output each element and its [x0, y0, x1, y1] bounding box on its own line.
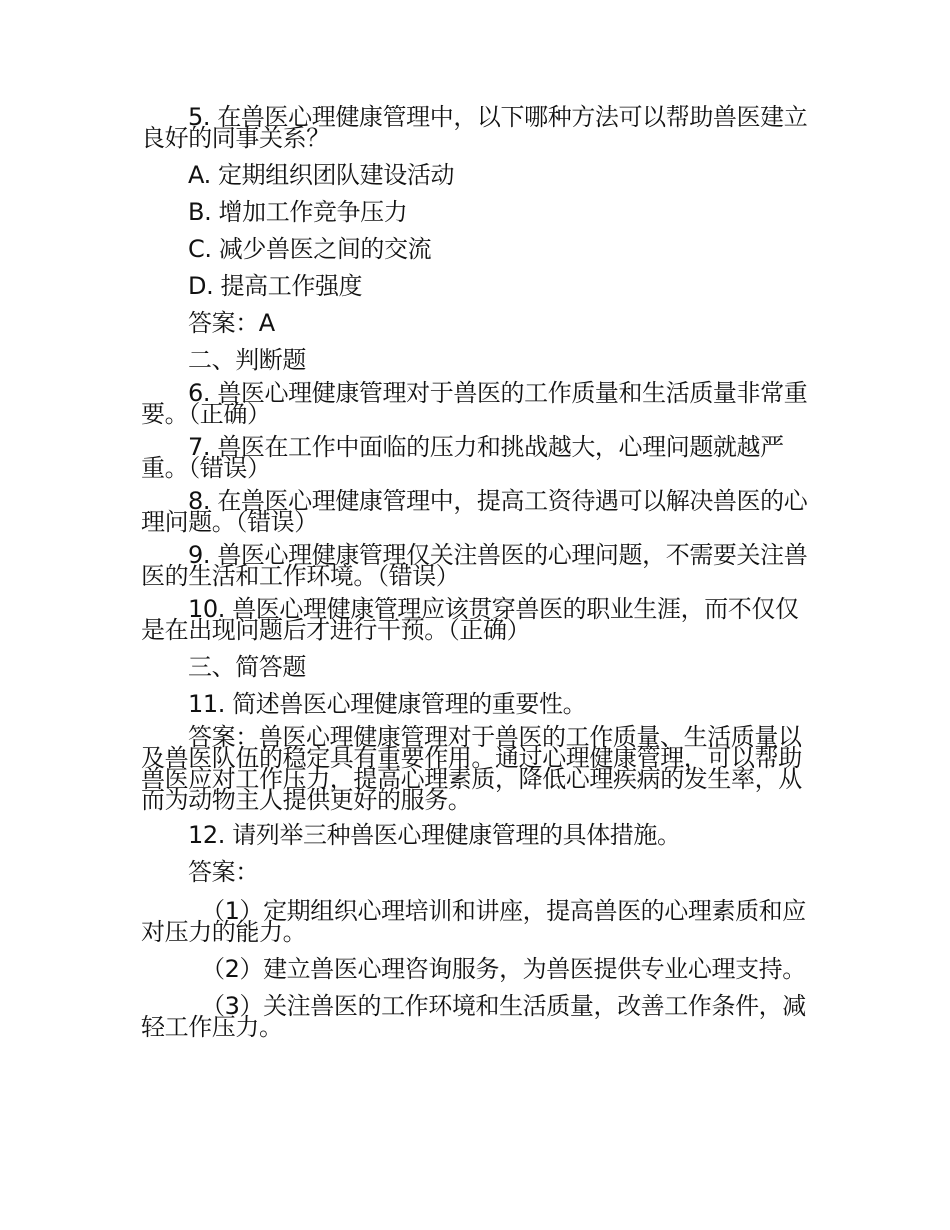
option-c: C. 减少兽医之间的交流: [188, 235, 432, 263]
answer-12-item-3: （3）关注兽医的工作环境和生活质量，改善工作条件，减轻工作压力。: [141, 992, 806, 1041]
option-a: A. 定期组织团队建设活动: [188, 161, 455, 189]
question-8: 8. 在兽医心理健康管理中，提高工资待遇可以解决兽医的心理问题。（错误）: [141, 487, 808, 536]
document-body: [141, 103, 813, 1044]
option-b: B. 增加工作竞争压力: [188, 198, 408, 226]
question-5: 5. 在兽医心理健康管理中，以下哪种方法可以帮助兽医建立良好的同事关系？: [141, 103, 808, 152]
answer-5: 答案：A: [188, 309, 275, 337]
answer-11: 答案：兽医心理健康管理对于兽医的工作质量、生活质量以及兽医队伍的稳定具有重要作用。通过心理健康管理，可以帮助兽医应对工作压力，提高心理素质，降低心理疾病的发生率，从而为动物主人提供更好的服务。: [141, 723, 802, 814]
option-d: D. 提高工作强度: [188, 272, 363, 300]
question-12: 12. 请列举三种兽医心理健康管理的具体措施。: [188, 821, 681, 849]
section-heading-judgement: 二、判断题: [188, 346, 306, 374]
question-6: 6. 兽医心理健康管理对于兽医的工作质量和生活质量非常重要。（正确）: [141, 379, 808, 428]
answer-12-item-1: （1）定期组织心理培训和讲座，提高兽医的心理素质和应对压力的能力。: [141, 897, 806, 946]
answer-12-label: 答案：: [188, 858, 259, 886]
question-10: 10. 兽医心理健康管理应该贯穿兽医的职业生涯，而不仅仅是在出现问题后才进行干预。（正确）: [141, 595, 799, 644]
question-9: 9. 兽医心理健康管理仅关注兽医的心理问题，不需要关注兽医的生活和工作环境。（错误）: [141, 541, 808, 590]
question-11: 11. 简述兽医心理健康管理的重要性。: [188, 690, 587, 718]
question-7: 7. 兽医在工作中面临的压力和挑战越大，心理问题就越严重。（错误）: [141, 433, 784, 482]
answer-12-item-2: （2）建立兽医心理咨询服务，为兽医提供专业心理支持。: [201, 955, 806, 983]
section-heading-short-answer: 三、简答题: [188, 653, 306, 681]
